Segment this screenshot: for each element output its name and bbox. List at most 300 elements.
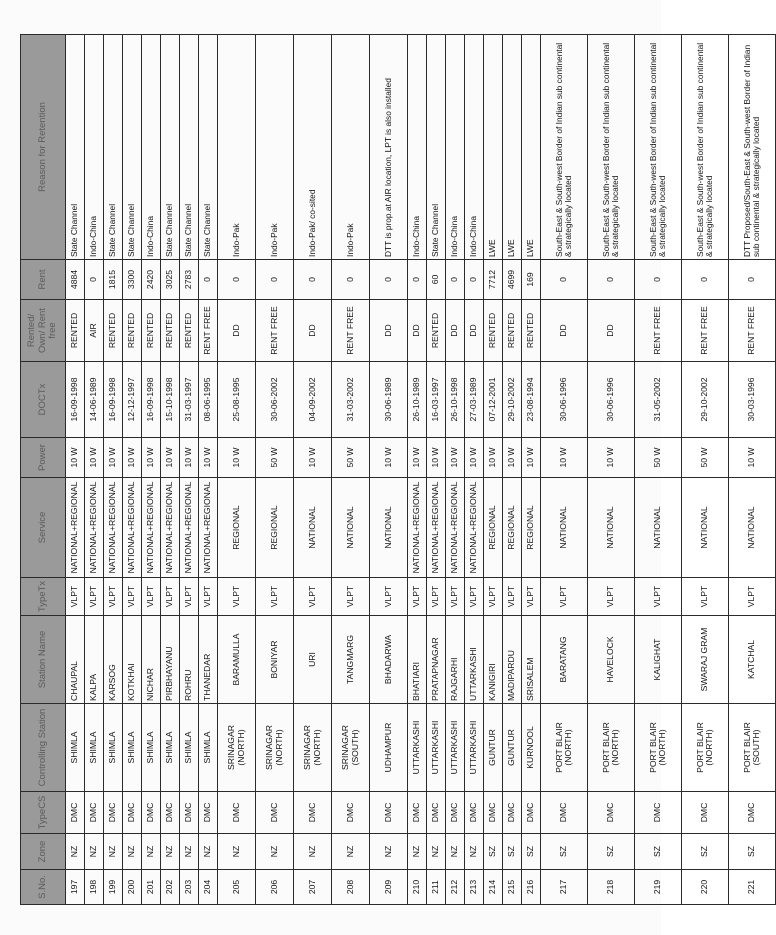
- cell-controlling-station: SHIMLA: [85, 704, 104, 792]
- cell-reason: State Channel: [199, 35, 218, 260]
- cell-zone: NZ: [104, 834, 123, 870]
- cell-station-name: SRISALEM: [522, 616, 541, 704]
- cell-station-name: RAJGARHI: [446, 616, 465, 704]
- cell-doctx: 30-06-1996: [588, 362, 635, 438]
- cell-station-name: KARSOG: [104, 616, 123, 704]
- table-row: [218, 35, 256, 905]
- cell-rented-status: RENT FREE: [256, 300, 294, 362]
- cell-service: REGIONAL: [218, 478, 256, 578]
- cell-rented-status: DD: [588, 300, 635, 362]
- cell-doctx: 26-10-1998: [446, 362, 465, 438]
- cell-rented-status: RENT FREE: [729, 300, 776, 362]
- cell-doctx: 08-06-1995: [199, 362, 218, 438]
- cell-sno: 205: [218, 870, 256, 905]
- cell-service: NATIONAL+REGIONAL: [427, 478, 446, 578]
- cell-reason: State Channel: [66, 35, 85, 260]
- cell-controlling-station: PORT BLAIR (NORTH): [635, 704, 682, 792]
- cell-doctx: 30-06-1996: [541, 362, 588, 438]
- cell-zone: SZ: [541, 834, 588, 870]
- table-row: [729, 35, 776, 905]
- cell-sno: 202: [161, 870, 180, 905]
- cell-power: 10 W: [66, 438, 85, 478]
- cell-rent: 3025: [161, 260, 180, 300]
- cell-service: NATIONAL+REGIONAL: [446, 478, 465, 578]
- cell-rented-status: RENTED: [484, 300, 503, 362]
- cell-typetx: VLPT: [85, 578, 104, 616]
- cell-typetx: VLPT: [522, 578, 541, 616]
- cell-typecs: DMC: [729, 792, 776, 834]
- cell-controlling-station: SRINAGAR (NORTH): [294, 704, 332, 792]
- table-row: [370, 35, 408, 905]
- cell-typetx: VLPT: [123, 578, 142, 616]
- cell-sno: 215: [503, 870, 522, 905]
- cell-reason: Indo-China: [85, 35, 104, 260]
- cell-sno: 203: [180, 870, 199, 905]
- cell-rent: 0: [85, 260, 104, 300]
- cell-sno: 204: [199, 870, 218, 905]
- cell-typecs: DMC: [682, 792, 729, 834]
- cell-rented-status: RENTED: [104, 300, 123, 362]
- cell-rent: 0: [729, 260, 776, 300]
- cell-controlling-station: SHIMLA: [142, 704, 161, 792]
- cell-sno: 199: [104, 870, 123, 905]
- cell-station-name: KALIGHAT: [635, 616, 682, 704]
- cell-typecs: DMC: [332, 792, 370, 834]
- cell-rented-status: RENTED: [142, 300, 161, 362]
- cell-station-name: BHADARWA: [370, 616, 408, 704]
- cell-typetx: VLPT: [199, 578, 218, 616]
- cell-doctx: 27-03-1989: [465, 362, 484, 438]
- cell-rent: 2783: [180, 260, 199, 300]
- cell-sno: 220: [682, 870, 729, 905]
- cell-station-name: HAVELOCK: [588, 616, 635, 704]
- cell-controlling-station: GUNTUR: [484, 704, 503, 792]
- cell-rented-status: AIR: [85, 300, 104, 362]
- table-row: [199, 35, 218, 905]
- cell-rent: 0: [635, 260, 682, 300]
- cell-typetx: VLPT: [104, 578, 123, 616]
- rotated-table-sheet: [20, 35, 761, 905]
- cell-controlling-station: SHIMLA: [123, 704, 142, 792]
- cell-sno: 197: [66, 870, 85, 905]
- cell-station-name: NICHAR: [142, 616, 161, 704]
- cell-power: 10 W: [180, 438, 199, 478]
- col-header-rent: Rent: [21, 260, 66, 300]
- cell-reason: LWE: [503, 35, 522, 260]
- table-row: [588, 35, 635, 905]
- cell-reason: State Channel: [427, 35, 446, 260]
- cell-controlling-station: SHIMLA: [104, 704, 123, 792]
- cell-power: 10 W: [123, 438, 142, 478]
- cell-controlling-station: KURNOOL: [522, 704, 541, 792]
- cell-doctx: 25-08-1995: [218, 362, 256, 438]
- cell-reason: Indo-China: [142, 35, 161, 260]
- cell-typecs: DMC: [85, 792, 104, 834]
- cell-rent: 4884: [66, 260, 85, 300]
- cell-typecs: DMC: [446, 792, 465, 834]
- cell-power: 10 W: [503, 438, 522, 478]
- cell-typetx: VLPT: [66, 578, 85, 616]
- cell-zone: SZ: [484, 834, 503, 870]
- cell-station-name: CHAUPAL: [66, 616, 85, 704]
- cell-service: REGIONAL: [484, 478, 503, 578]
- cell-zone: NZ: [465, 834, 484, 870]
- cell-reason: South-East & South-west Border of Indian sub continental & strategically located: [588, 35, 635, 260]
- cell-station-name: BHATIARI: [408, 616, 427, 704]
- table-row: [123, 35, 142, 905]
- cell-zone: NZ: [446, 834, 465, 870]
- cell-doctx: 12-12-1997: [123, 362, 142, 438]
- cell-doctx: 31-03-2002: [332, 362, 370, 438]
- cell-typetx: VLPT: [484, 578, 503, 616]
- table-row: [180, 35, 199, 905]
- cell-typetx: VLPT: [370, 578, 408, 616]
- cell-reason: State Channel: [161, 35, 180, 260]
- table-row: [503, 35, 522, 905]
- cell-rent: 7712: [484, 260, 503, 300]
- cell-zone: SZ: [729, 834, 776, 870]
- station-table: [20, 34, 776, 905]
- cell-reason: South-East & South-west Border of Indian sub continental & strategically located: [682, 35, 729, 260]
- cell-sno: 210: [408, 870, 427, 905]
- table-row: [427, 35, 446, 905]
- cell-zone: SZ: [503, 834, 522, 870]
- cell-sno: 219: [635, 870, 682, 905]
- cell-zone: SZ: [682, 834, 729, 870]
- cell-reason: State Channel: [180, 35, 199, 260]
- cell-power: 10 W: [729, 438, 776, 478]
- cell-typecs: DMC: [256, 792, 294, 834]
- cell-service: NATIONAL: [682, 478, 729, 578]
- cell-controlling-station: SRINAGAR (NORTH): [218, 704, 256, 792]
- cell-reason: DTT Proposed/South-East & South-west Border of Indian sub continental & strategically located: [729, 35, 776, 260]
- cell-controlling-station: GUNTUR: [503, 704, 522, 792]
- cell-zone: NZ: [66, 834, 85, 870]
- cell-power: 50 W: [256, 438, 294, 478]
- cell-sno: 206: [256, 870, 294, 905]
- cell-reason: South-East & South-west Border of Indian sub continental & strategically located: [635, 35, 682, 260]
- cell-power: 10 W: [199, 438, 218, 478]
- cell-station-name: SWARAJ GRAM: [682, 616, 729, 704]
- cell-rent: 0: [446, 260, 465, 300]
- cell-power: 50 W: [332, 438, 370, 478]
- col-header-service: Service: [21, 478, 66, 578]
- cell-rent: 0: [370, 260, 408, 300]
- table-row: [161, 35, 180, 905]
- cell-service: REGIONAL: [503, 478, 522, 578]
- col-header-typetx: TypeTx: [21, 578, 66, 616]
- cell-controlling-station: SRINAGAR (SOUTH): [332, 704, 370, 792]
- cell-reason: Indo-Pak: [332, 35, 370, 260]
- cell-rented-status: RENTED: [522, 300, 541, 362]
- cell-zone: NZ: [85, 834, 104, 870]
- col-header-doctx: DOCTx: [21, 362, 66, 438]
- cell-reason: LWE: [484, 35, 503, 260]
- cell-rent: 0: [408, 260, 427, 300]
- cell-typecs: DMC: [588, 792, 635, 834]
- cell-doctx: 04-09-2002: [294, 362, 332, 438]
- cell-controlling-station: SHIMLA: [66, 704, 85, 792]
- cell-rent: 60: [427, 260, 446, 300]
- cell-station-name: URI: [294, 616, 332, 704]
- cell-rent: 0: [588, 260, 635, 300]
- cell-sno: 218: [588, 870, 635, 905]
- cell-zone: SZ: [522, 834, 541, 870]
- cell-typetx: VLPT: [503, 578, 522, 616]
- cell-station-name: THANEDAR: [199, 616, 218, 704]
- cell-service: NATIONAL+REGIONAL: [142, 478, 161, 578]
- cell-station-name: BARAMULLA: [218, 616, 256, 704]
- cell-zone: NZ: [370, 834, 408, 870]
- cell-controlling-station: UDHAMPUR: [370, 704, 408, 792]
- table-row: [682, 35, 729, 905]
- cell-station-name: KOTKHAI: [123, 616, 142, 704]
- cell-doctx: 16-09-1998: [66, 362, 85, 438]
- cell-station-name: KATCHAL: [729, 616, 776, 704]
- cell-power: 10 W: [541, 438, 588, 478]
- cell-reason: South-East & South-west Border of Indian sub continental & strategically located: [541, 35, 588, 260]
- table-row: [446, 35, 465, 905]
- table-row: [465, 35, 484, 905]
- cell-rented-status: DD: [294, 300, 332, 362]
- cell-rented-status: DD: [408, 300, 427, 362]
- table-row: [484, 35, 503, 905]
- table-header: [21, 35, 66, 905]
- cell-reason: Indo-Pak: [256, 35, 294, 260]
- cell-power: 50 W: [635, 438, 682, 478]
- cell-typetx: VLPT: [588, 578, 635, 616]
- cell-typetx: VLPT: [465, 578, 484, 616]
- cell-rent: 169: [522, 260, 541, 300]
- cell-doctx: 16-03-1997: [427, 362, 446, 438]
- cell-reason: Indo-China: [465, 35, 484, 260]
- cell-typecs: DMC: [503, 792, 522, 834]
- cell-typetx: VLPT: [180, 578, 199, 616]
- cell-power: 50 W: [682, 438, 729, 478]
- cell-power: 10 W: [408, 438, 427, 478]
- cell-rent: 0: [541, 260, 588, 300]
- cell-controlling-station: SHIMLA: [180, 704, 199, 792]
- cell-zone: NZ: [199, 834, 218, 870]
- cell-controlling-station: PORT BLAIR (SOUTH): [729, 704, 776, 792]
- cell-station-name: TANGMARG: [332, 616, 370, 704]
- cell-power: 10 W: [465, 438, 484, 478]
- cell-station-name: UTTARKASHI: [465, 616, 484, 704]
- cell-power: 10 W: [484, 438, 503, 478]
- cell-sno: 207: [294, 870, 332, 905]
- table-row: [256, 35, 294, 905]
- cell-zone: NZ: [256, 834, 294, 870]
- cell-zone: NZ: [142, 834, 161, 870]
- cell-station-name: MADIPARDU: [503, 616, 522, 704]
- cell-zone: NZ: [427, 834, 446, 870]
- cell-station-name: PRATAPNAGAR: [427, 616, 446, 704]
- cell-zone: NZ: [218, 834, 256, 870]
- cell-typecs: DMC: [427, 792, 446, 834]
- cell-controlling-station: SRINAGAR (NORTH): [256, 704, 294, 792]
- cell-service: NATIONAL+REGIONAL: [66, 478, 85, 578]
- cell-typecs: DMC: [161, 792, 180, 834]
- table-row: [332, 35, 370, 905]
- cell-controlling-station: PORT BLAIR (NORTH): [682, 704, 729, 792]
- cell-typecs: DMC: [66, 792, 85, 834]
- cell-power: 10 W: [522, 438, 541, 478]
- cell-controlling-station: UTTARKASHI: [465, 704, 484, 792]
- cell-typecs: DMC: [465, 792, 484, 834]
- cell-typecs: DMC: [180, 792, 199, 834]
- cell-doctx: 15-10-1998: [161, 362, 180, 438]
- cell-service: NATIONAL: [729, 478, 776, 578]
- cell-service: NATIONAL+REGIONAL: [180, 478, 199, 578]
- cell-rented-status: RENT FREE: [682, 300, 729, 362]
- cell-doctx: 29-10-2002: [503, 362, 522, 438]
- cell-doctx: 07-12-2001: [484, 362, 503, 438]
- cell-sno: 200: [123, 870, 142, 905]
- cell-typetx: VLPT: [427, 578, 446, 616]
- cell-typetx: VLPT: [408, 578, 427, 616]
- cell-service: NATIONAL: [541, 478, 588, 578]
- cell-doctx: 30-06-1989: [370, 362, 408, 438]
- cell-reason: Indo-Pak: [218, 35, 256, 260]
- cell-sno: 221: [729, 870, 776, 905]
- cell-service: REGIONAL: [522, 478, 541, 578]
- cell-service: NATIONAL+REGIONAL: [199, 478, 218, 578]
- cell-rent: 0: [465, 260, 484, 300]
- cell-rent: 3300: [123, 260, 142, 300]
- cell-doctx: 30-06-2002: [256, 362, 294, 438]
- cell-sno: 216: [522, 870, 541, 905]
- cell-reason: Indo-Pak/ co-sited: [294, 35, 332, 260]
- cell-rented-status: RENT FREE: [199, 300, 218, 362]
- cell-power: 10 W: [370, 438, 408, 478]
- cell-service: NATIONAL+REGIONAL: [465, 478, 484, 578]
- cell-reason: LWE: [522, 35, 541, 260]
- cell-reason: State Channel: [123, 35, 142, 260]
- cell-typecs: DMC: [294, 792, 332, 834]
- cell-reason: State Channel: [104, 35, 123, 260]
- cell-controlling-station: PORT BLAIR (NORTH): [588, 704, 635, 792]
- cell-service: NATIONAL: [588, 478, 635, 578]
- cell-controlling-station: PORT BLAIR (NORTH): [541, 704, 588, 792]
- cell-typetx: VLPT: [635, 578, 682, 616]
- cell-sno: 201: [142, 870, 161, 905]
- cell-reason: Indo-China: [408, 35, 427, 260]
- cell-rent: 2420: [142, 260, 161, 300]
- cell-typetx: VLPT: [142, 578, 161, 616]
- cell-doctx: 14-06-1989: [85, 362, 104, 438]
- cell-typetx: VLPT: [332, 578, 370, 616]
- cell-typecs: DMC: [635, 792, 682, 834]
- cell-rent: 1815: [104, 260, 123, 300]
- cell-typecs: DMC: [541, 792, 588, 834]
- cell-service: NATIONAL+REGIONAL: [408, 478, 427, 578]
- cell-power: 10 W: [588, 438, 635, 478]
- cell-typetx: VLPT: [682, 578, 729, 616]
- table-row: [142, 35, 161, 905]
- cell-sno: 198: [85, 870, 104, 905]
- table-row: [66, 35, 85, 905]
- cell-typecs: DMC: [370, 792, 408, 834]
- cell-doctx: 31-03-1997: [180, 362, 199, 438]
- cell-zone: NZ: [123, 834, 142, 870]
- cell-power: 10 W: [85, 438, 104, 478]
- cell-controlling-station: UTTARKASHI: [446, 704, 465, 792]
- col-header-reason: Reason for Retention: [21, 35, 66, 260]
- cell-typecs: DMC: [484, 792, 503, 834]
- table-row: [294, 35, 332, 905]
- cell-rented-status: RENTED: [123, 300, 142, 362]
- cell-service: NATIONAL+REGIONAL: [104, 478, 123, 578]
- cell-rented-status: RENTED: [66, 300, 85, 362]
- cell-typecs: DMC: [123, 792, 142, 834]
- cell-service: NATIONAL: [332, 478, 370, 578]
- cell-zone: SZ: [588, 834, 635, 870]
- cell-power: 10 W: [446, 438, 465, 478]
- cell-sno: 208: [332, 870, 370, 905]
- cell-service: NATIONAL+REGIONAL: [123, 478, 142, 578]
- cell-station-name: KANIGIRI: [484, 616, 503, 704]
- cell-service: REGIONAL: [256, 478, 294, 578]
- cell-rented-status: DD: [218, 300, 256, 362]
- cell-station-name: PIRBHAYANU: [161, 616, 180, 704]
- col-header-rented-status: Rented/ Own/ Rent free: [21, 300, 66, 362]
- cell-rented-status: DD: [446, 300, 465, 362]
- cell-power: 10 W: [294, 438, 332, 478]
- cell-rent: 0: [294, 260, 332, 300]
- cell-doctx: 16-09-1998: [142, 362, 161, 438]
- cell-reason: Indo-China: [446, 35, 465, 260]
- table-row: [104, 35, 123, 905]
- cell-doctx: 29-10-2002: [682, 362, 729, 438]
- cell-typecs: DMC: [408, 792, 427, 834]
- cell-typecs: DMC: [199, 792, 218, 834]
- cell-doctx: 16-09-1998: [104, 362, 123, 438]
- cell-zone: NZ: [161, 834, 180, 870]
- cell-doctx: 26-10-1989: [408, 362, 427, 438]
- cell-zone: SZ: [635, 834, 682, 870]
- cell-doctx: 31-05-2002: [635, 362, 682, 438]
- cell-sno: 217: [541, 870, 588, 905]
- table-row: [522, 35, 541, 905]
- cell-service: NATIONAL: [294, 478, 332, 578]
- cell-sno: 213: [465, 870, 484, 905]
- cell-typecs: DMC: [522, 792, 541, 834]
- cell-rent: 0: [682, 260, 729, 300]
- table-row: [408, 35, 427, 905]
- cell-typetx: VLPT: [256, 578, 294, 616]
- col-header-controlling-station: Controlling Station: [21, 704, 66, 792]
- cell-rented-status: DD: [370, 300, 408, 362]
- cell-station-name: BONIYAR: [256, 616, 294, 704]
- cell-zone: NZ: [332, 834, 370, 870]
- cell-controlling-station: SHIMLA: [199, 704, 218, 792]
- cell-typecs: DMC: [142, 792, 161, 834]
- table-body: [66, 35, 776, 905]
- cell-rent: 0: [256, 260, 294, 300]
- cell-rented-status: DD: [541, 300, 588, 362]
- cell-service: NATIONAL+REGIONAL: [85, 478, 104, 578]
- cell-reason: DTT is prop.at AIR location, LPT is also installed: [370, 35, 408, 260]
- cell-typetx: VLPT: [294, 578, 332, 616]
- cell-rented-status: RENT FREE: [332, 300, 370, 362]
- cell-controlling-station: UTTARKASHI: [427, 704, 446, 792]
- cell-rent: 4699: [503, 260, 522, 300]
- cell-power: 10 W: [104, 438, 123, 478]
- col-header-zone: Zone: [21, 834, 66, 870]
- col-header-station-name: Station Name: [21, 616, 66, 704]
- cell-typetx: VLPT: [218, 578, 256, 616]
- cell-rented-status: RENTED: [161, 300, 180, 362]
